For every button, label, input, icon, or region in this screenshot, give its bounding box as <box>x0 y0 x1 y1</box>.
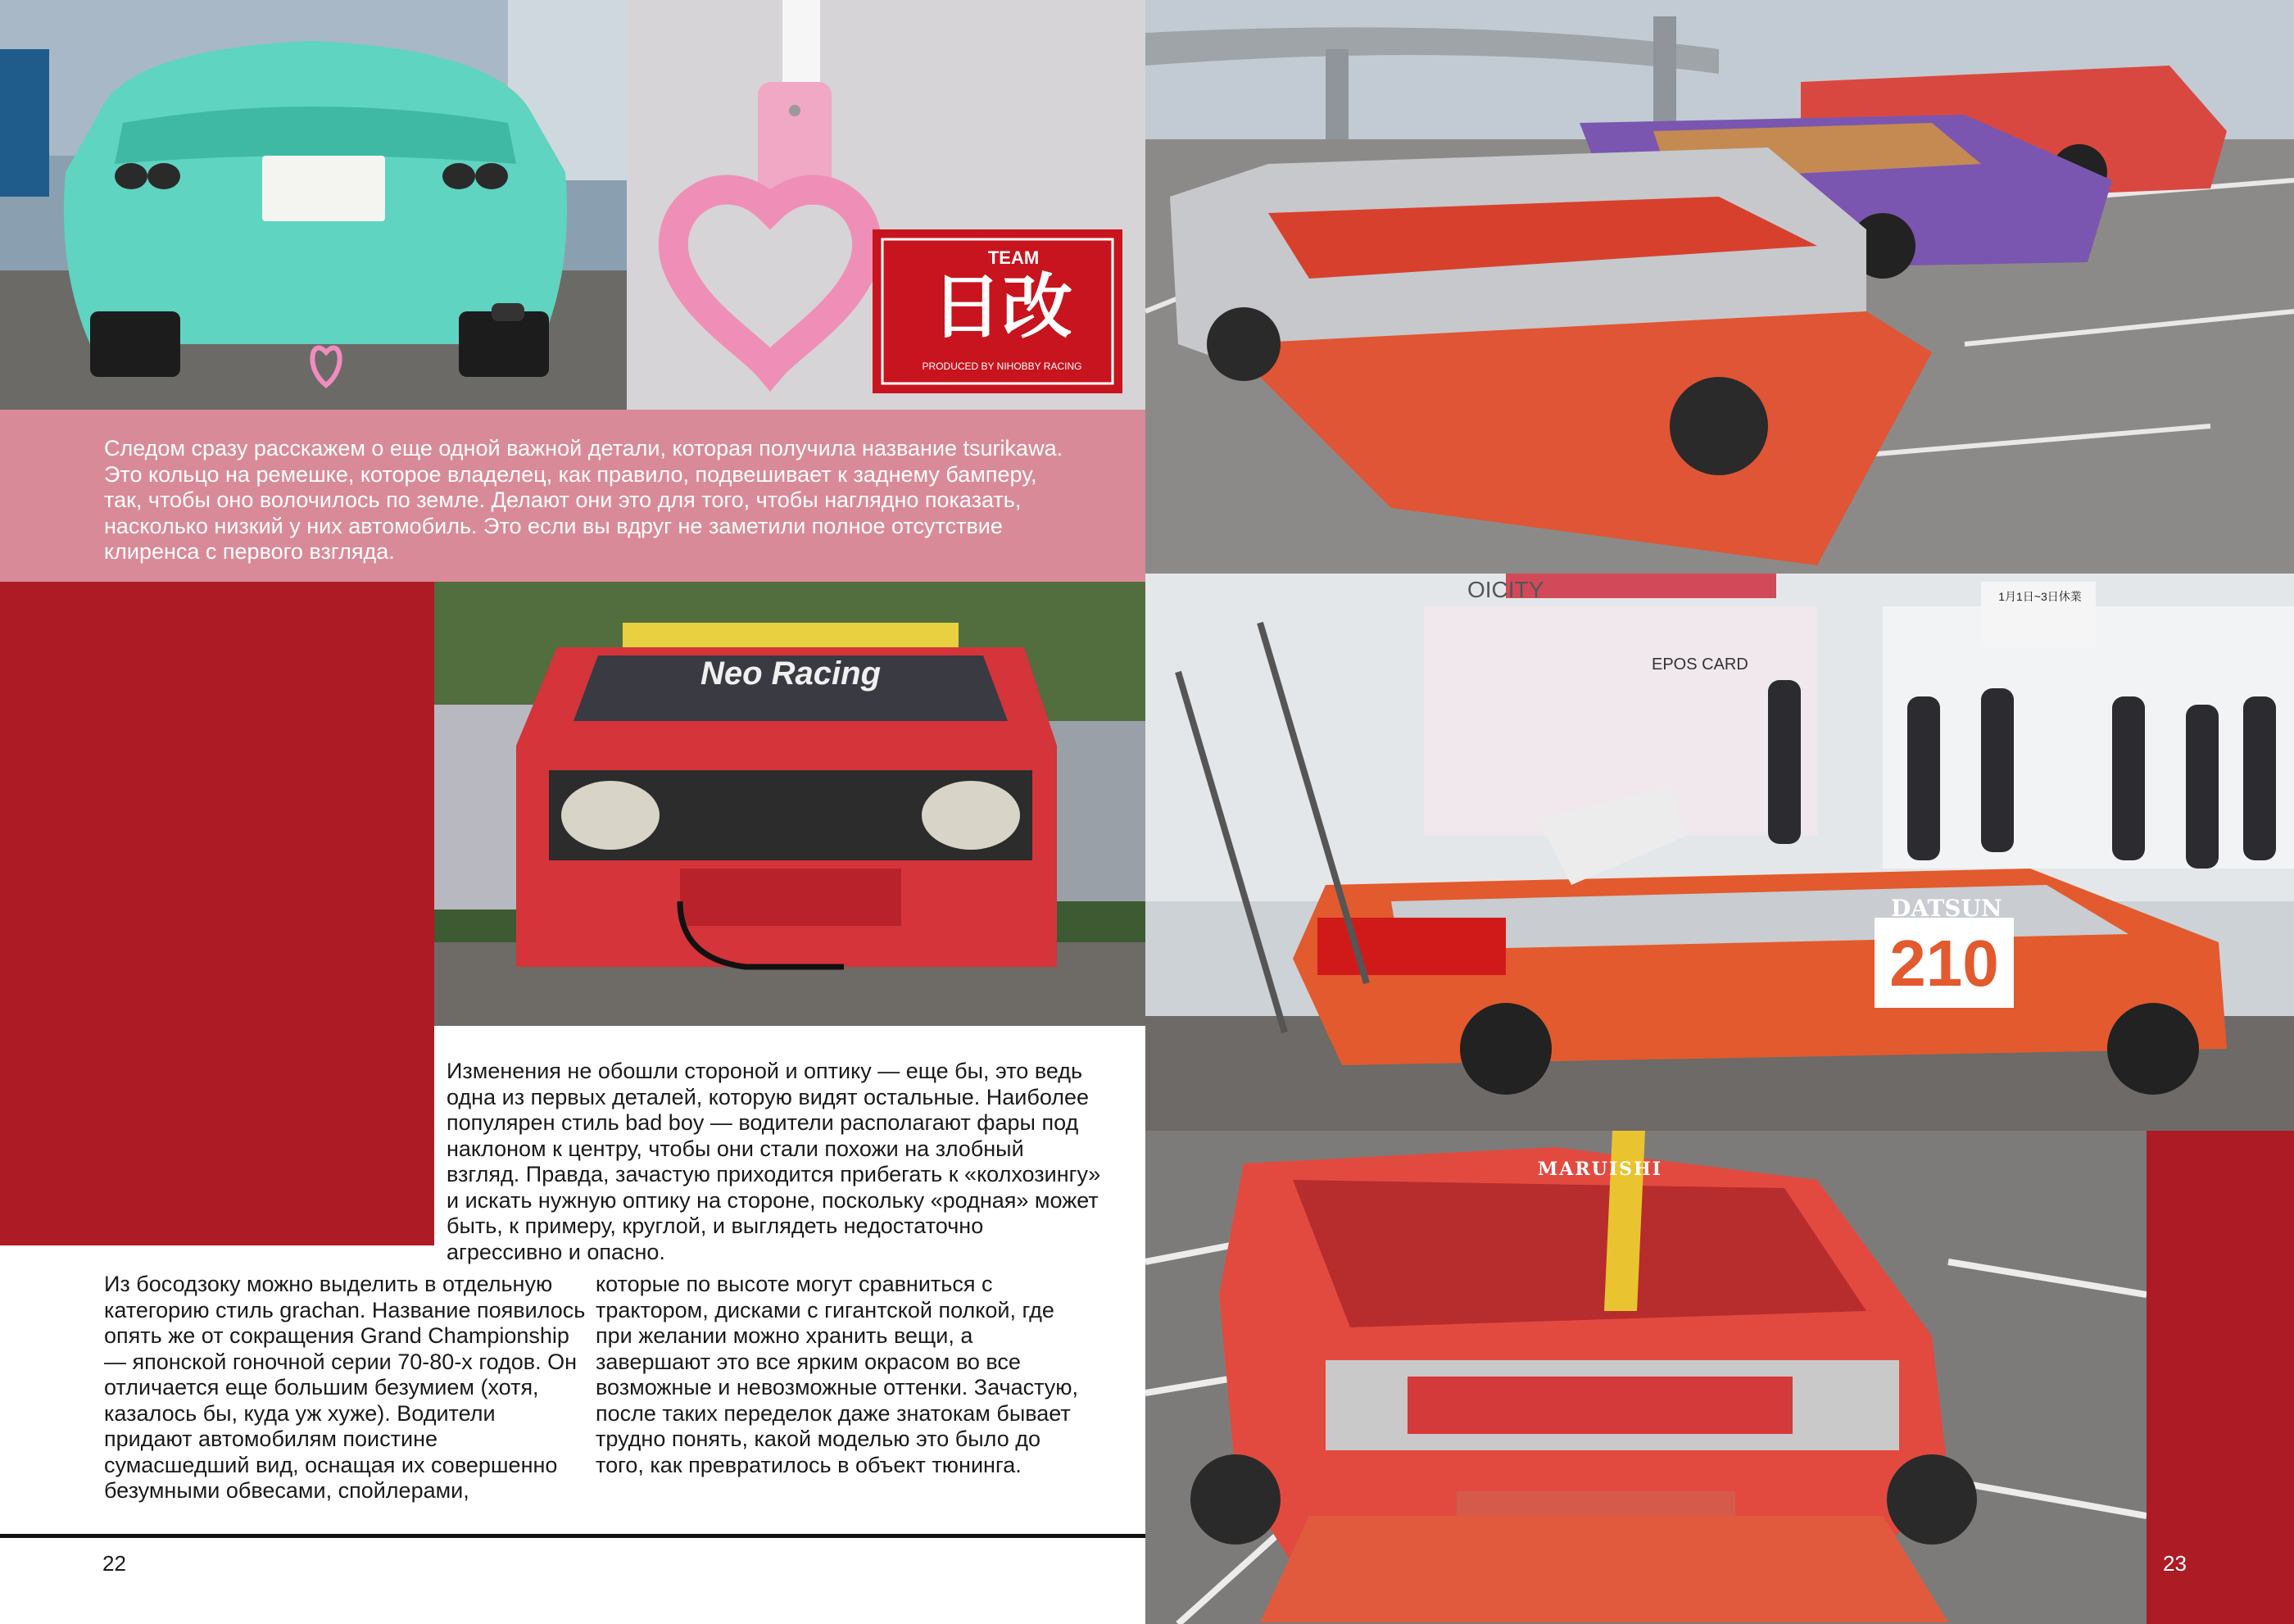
photo-teal-car-rear <box>0 0 627 410</box>
store-sign-oicity: OICITY <box>1467 577 1544 602</box>
photo-tsurikawa-ring <box>627 0 1145 410</box>
page-number-right: 23 <box>2163 1551 2187 1576</box>
photo-street-datsun-210 <box>1145 574 2294 1131</box>
photo-parking-lot-cars <box>1145 0 2294 574</box>
red-accent-block-left <box>0 582 434 1245</box>
store-sign-epos-card: EPOS CARD <box>1652 655 1748 674</box>
page-number-left: 22 <box>102 1551 126 1576</box>
paragraph-grachan-column-2: которые по высоте могут сравниться с трактором, дисками с гигантской полкой, где при желании можно хранить вещи, а завершают это все ярким окрасом во все возможные и невозможные оттенки. Зачастую, после таких переделок даже знатокам бывает трудно понять, какой моделью это было до того, как превратилось в объект тюнинга. <box>596 1272 1079 1477</box>
tag-small-print: PRODUCED BY NIHOBBY RACING <box>922 361 1082 372</box>
photo-red-convertible <box>1145 1131 2147 1624</box>
paragraph-tsurikawa: Следом сразу расскажем о еще одной важной детали, которая получила название tsurikawa. Это кольцо на ремешке, которое владелец, как правило, подвешивает к заднему бамперу, так, чтобы оно волочилось по земле. Делают они это для того, чтобы наглядно показать, насколько низкий у них автомобиль. Это если вы вдруг не заметили полное отсутствие клиренса с первого взгляда. <box>104 436 1063 564</box>
convertible-windshield-banner: MARUISHI <box>1537 1159 1663 1180</box>
street-sign: 1月1日~3日休業 <box>1998 590 2082 603</box>
red-car-windshield-banner: Neo Racing <box>700 655 882 692</box>
car-side-text-datsun: DATSUN <box>1891 895 2002 922</box>
paragraph-grachan-column-1: Из босодзоку можно выделить в отдельную категорию стиль grachan. Название появилось опять же от сокращения Grand Championship — японской гоночной серии 70-80-х годов. Он отличается еще большим безумием (хотя, казалось бы, куда уж хуже). Водители придают автомобилям поистине сумасшедший вид, оснащая их совершенно безумными обвесами, спойлерами, <box>104 1272 586 1503</box>
photo-red-car-front <box>434 582 1145 1026</box>
car-race-number: 210 <box>1889 927 1999 1000</box>
footer-rule <box>0 1534 1145 1538</box>
red-accent-block-right <box>2147 1131 2294 1624</box>
tag-team-label: TEAM <box>987 247 1040 268</box>
paragraph-optics: Изменения не обошли стороной и оптику — еще бы, это ведь одна из первых деталей, которую видят остальные. Наиболее популярен стиль bad boy — водители располагают фары под наклоном к центру, чтобы они стали похожи на злобный взгляд. Правда, зачастую приходится прибегать к «колхозингу» и искать нужную оптику на стороне, поскольку «родная» может быть, к примеру, круглой, и выглядеть недостаточно агрессивно и опасно. <box>447 1059 1101 1264</box>
tag-kanji: 日改 <box>932 265 1072 348</box>
